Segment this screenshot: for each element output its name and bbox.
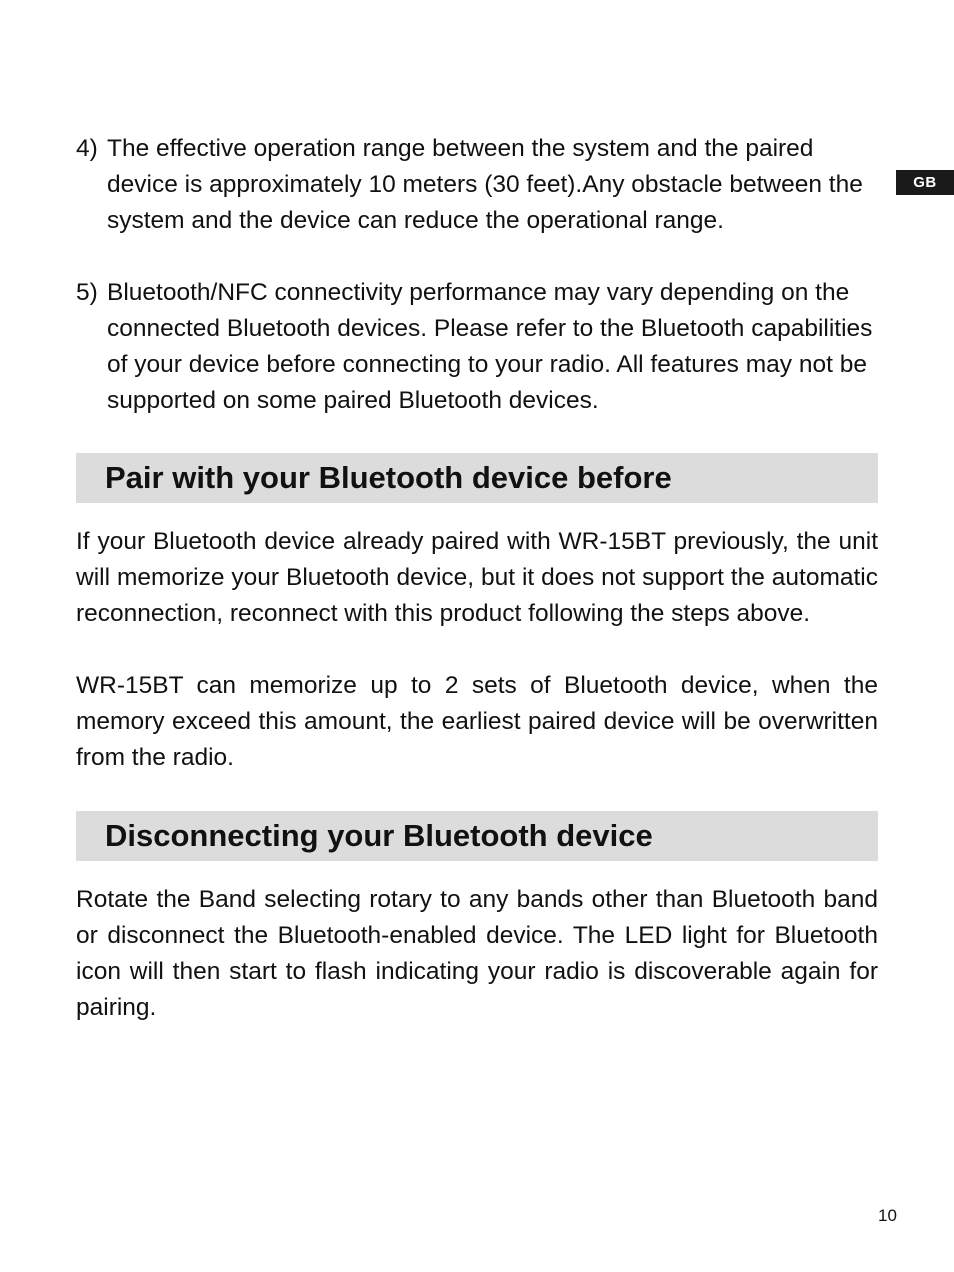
paragraph: WR-15BT can memorize up to 2 sets of Bluetooth device, when the memory exceed this amount, the earliest paired device will be overwritten from the radio. — [76, 672, 878, 771]
note-item — [76, 275, 878, 419]
note-text: Bluetooth/NFC connectivity performance may vary depending on the connected Bluetooth devices. Please refer to the Bluetooth capabilities of your device before connecting to your radio. All features may not be supported on some paired Bluetooth devices. — [107, 279, 873, 414]
page-content — [76, 131, 878, 1026]
paragraph: Rotate the Band selecting rotary to any bands other than Bluetooth band or disconnect the Bluetooth-enabled device. The LED light for Bluetooth icon will then start to flash indicating your radio is discoverable again for pairing. — [76, 886, 878, 1021]
paragraph: If your Bluetooth device already paired with WR-15BT previously, the unit will memorize your Bluetooth device, but it does not support the automatic reconnection, reconnect with this product following the steps above. — [76, 528, 878, 627]
note-number: 5) — [76, 279, 98, 306]
language-tab: GB — [896, 170, 954, 195]
page-number: 10 — [878, 1206, 897, 1225]
section-heading-pair: Pair with your Bluetooth device before — [76, 453, 878, 503]
note-text: The effective operation range between the system and the paired device is approximately 10 meters (30 feet).Any obstacle between the system and the device can reduce the operational range. — [107, 135, 863, 234]
note-item — [76, 131, 878, 239]
section-heading-disconnect: Disconnecting your Bluetooth device — [76, 811, 878, 861]
note-number: 4) — [76, 135, 98, 162]
